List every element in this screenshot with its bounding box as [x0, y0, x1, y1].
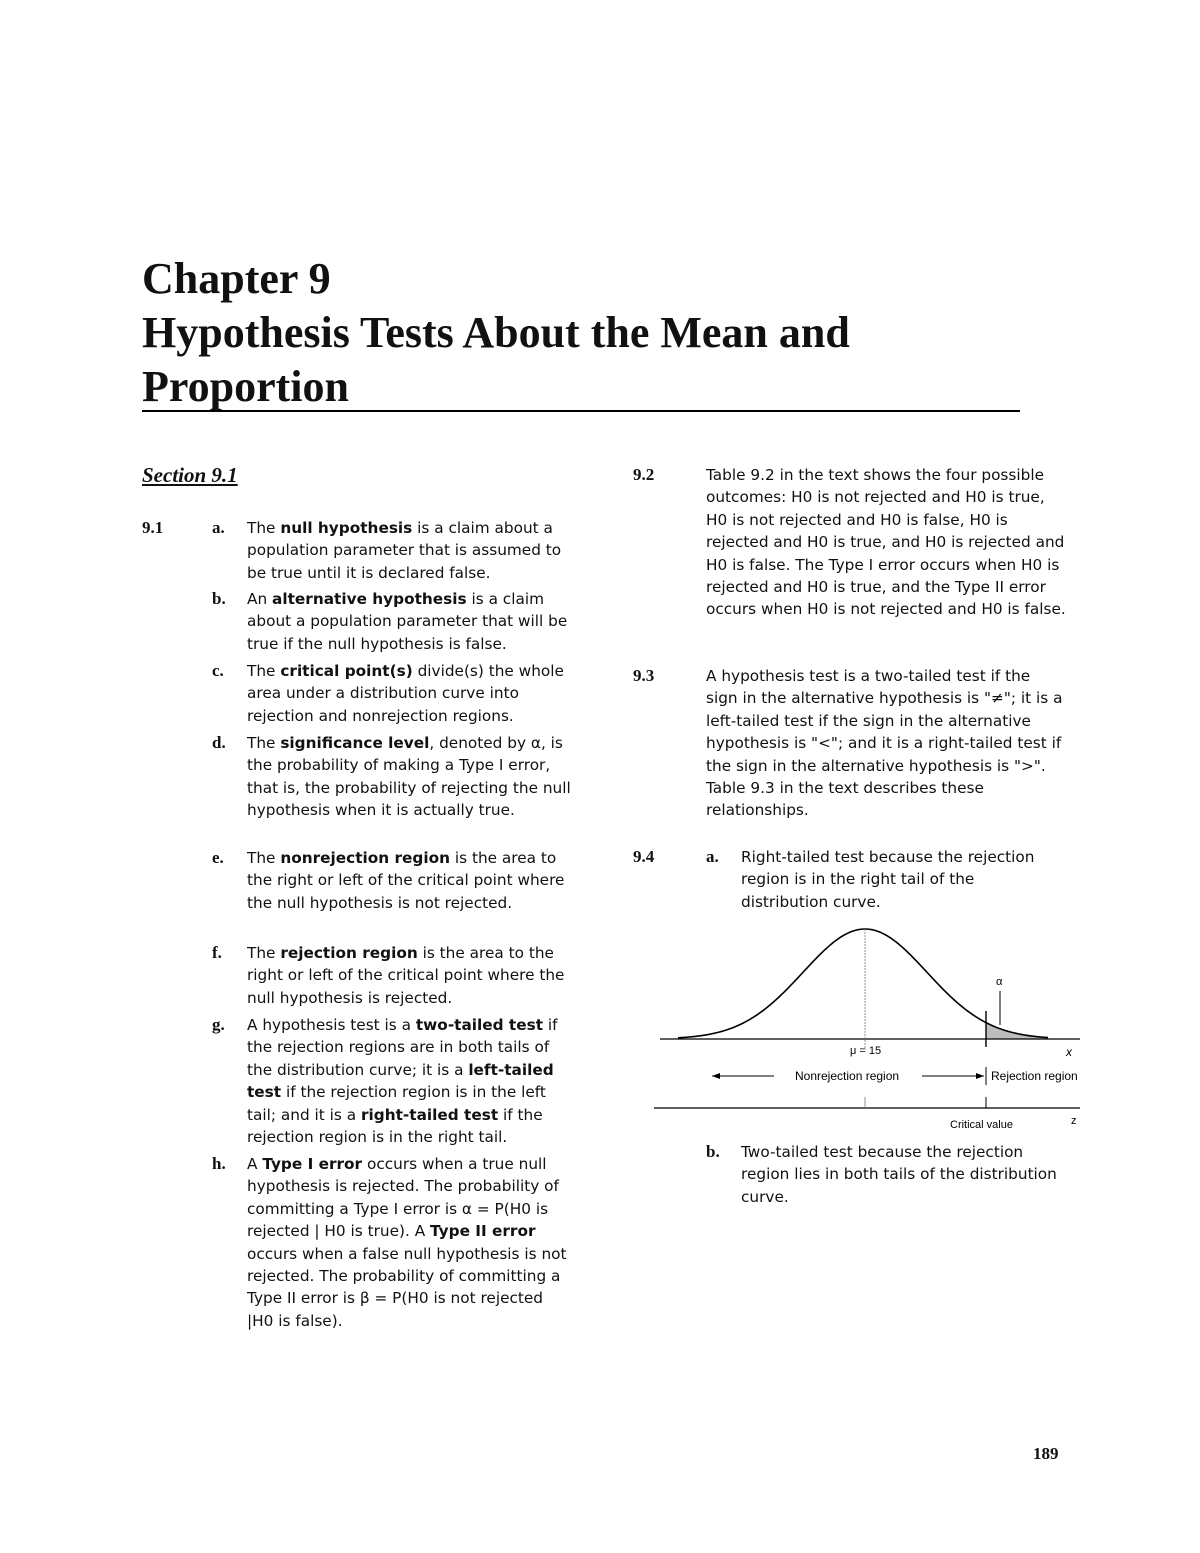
item-letter-e: e. — [212, 848, 224, 867]
problem-number-9-4: 9.4 — [633, 847, 655, 866]
z-axis-label: z — [1071, 1115, 1077, 1127]
x-axis-label: x — [1066, 1045, 1072, 1059]
chapter-title-line-2: Proportion — [142, 362, 349, 411]
chapter-title-line-1: Hypothesis Tests About the Mean and — [142, 308, 850, 357]
item-letter-g: g. — [212, 1015, 225, 1034]
section-heading: Section 9.1 — [142, 463, 238, 487]
critical-value-label: Critical value — [950, 1119, 1013, 1131]
problem-number-9-2: 9.2 — [633, 465, 655, 484]
item-a-text: The null hypothesis is a claim about a population parameter that is assumed to be true until it is declared false. — [247, 519, 562, 582]
item-f-text: The rejection region is the area to the right or left of the critical point where the null hypothesis is rejected. — [247, 944, 565, 1007]
item-letter-a: a. — [212, 518, 225, 537]
item-letter-f: f. — [212, 943, 222, 962]
chapter-number: Chapter 9 — [142, 254, 331, 303]
normal-curve-figure — [650, 915, 1090, 1135]
right-arrow-head — [976, 1073, 984, 1079]
problem-number-9-1: 9.1 — [142, 518, 164, 537]
item-letter-c: c. — [212, 661, 224, 680]
problem-number-9-3: 9.3 — [633, 666, 655, 685]
problem-9-3-text: A hypothesis test is a two-tailed test if the sign in the alternative hypothesis is "≠"; it is a left-tailed test if the sign in the alternative hypothesis is "<"; and it is a right-tailed test if the sign in the alternative hypothesis is ">". Table 9.3 in the text describes these relationships. — [706, 667, 1063, 820]
problem-9-2-text: Table 9.2 in the text shows the four possible outcomes: H0 is not rejected and H0 is true, H0 is not rejected and H0 is false, H0 is rejected and H0 is true, and H0 is rejected and H0 is false. The Type I error occurs when H0 is rejected and H0 is true, and the Type II error occurs when H0 is not rejected and H0 is false. — [706, 466, 1066, 619]
item-letter-9-4-b: b. — [706, 1142, 720, 1161]
page-number: 189 — [1033, 1444, 1059, 1463]
distribution-curve — [678, 929, 1048, 1038]
item-b-text: An alternative hypothesis is a claim about a population parameter that will be true if the null hypothesis is false. — [247, 590, 568, 653]
mean-label: μ = 15 — [850, 1045, 882, 1057]
rejection-label: Rejection region — [991, 1069, 1078, 1083]
alpha-label: α — [996, 976, 1003, 988]
item-d-text: The significance level, denoted by α, is the probability of making a Type I error, that is, the probability of rejecting the null hypothesis when it is actually true. — [247, 734, 571, 820]
nonrejection-label: Nonrejection region — [795, 1069, 900, 1083]
left-arrow-head — [712, 1073, 720, 1079]
item-e-text: The nonrejection region is the area to the right or left of the critical point where the null hypothesis is not rejected. — [247, 849, 565, 912]
item-h-text: A Type I error occurs when a true null hypothesis is rejected. The probability of committing a Type I error is α = P(H0 is rejected | H0 is true). A Type II error occurs when a false null hypothesis is not rejected. The probability of committing a Type II error is β = P(H0 is not rejected |H0 is false). — [247, 1155, 567, 1330]
item-letter-b: b. — [212, 589, 226, 608]
problem-9-4-a-text: Right-tailed test because the rejection region is in the right tail of the distribution curve. — [741, 848, 1035, 911]
chapter-heading — [142, 252, 1022, 414]
item-letter-h: h. — [212, 1154, 226, 1173]
title-rule — [142, 410, 1020, 412]
item-letter-9-4-a: a. — [706, 847, 719, 866]
item-letter-d: d. — [212, 733, 226, 752]
item-g-text: A hypothesis test is a two-tailed test if the rejection regions are in both tails of the distribution curve; it is a left-tailed test if the rejection region is in the left tail; and it is a right-tailed test if the rejection region is in the right tail. — [247, 1016, 558, 1147]
item-c-text: The critical point(s) divide(s) the whole area under a distribution curve into rejection and nonrejection regions. — [247, 662, 564, 725]
problem-9-4-b-text: Two-tailed test because the rejection region lies in both tails of the distribution curve. — [741, 1143, 1057, 1206]
